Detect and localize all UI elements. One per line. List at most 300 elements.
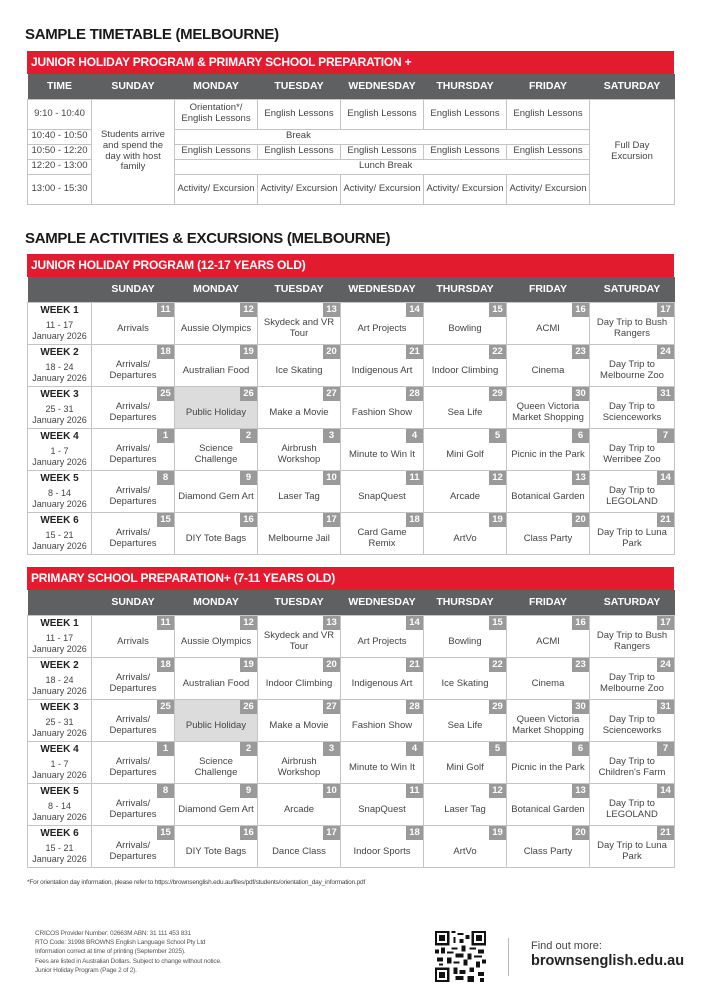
activity-cell [92, 783, 175, 825]
activity-label: Class Party [523, 845, 573, 857]
week-row [28, 825, 675, 867]
activity-cell [507, 428, 590, 470]
week-date-range: 25 - 31 [45, 404, 74, 414]
week-date-range: 18 - 24 [45, 362, 74, 372]
timetable-table [27, 74, 675, 205]
week-row [28, 470, 675, 512]
week-date-range: 15 - 21 [45, 530, 74, 540]
legal-line: Fees are listed in Australian Dollars. Subject to change without notice. [35, 957, 222, 965]
day-number-badge: 8 [157, 471, 174, 485]
day-number-badge: 12 [489, 784, 506, 798]
day-number-badge: 6 [572, 429, 589, 443]
activity-cell [92, 470, 175, 512]
day-number-badge: 31 [657, 700, 674, 714]
activity-label: Art Projects [357, 322, 407, 334]
break-cell [175, 129, 590, 144]
qr-code-icon[interactable] [435, 931, 486, 982]
lesson-cell: English Lessons [424, 99, 507, 129]
activity-label: ArtVo [453, 532, 477, 544]
week-row [28, 428, 675, 470]
activity-label: Aussie Olympics [180, 322, 252, 334]
day-number-badge: 1 [157, 742, 174, 756]
lesson-cell: English Lessons [258, 99, 341, 129]
activity-cell [341, 741, 424, 783]
day-number-badge: 17 [657, 303, 674, 317]
timetable-header-row [28, 74, 675, 99]
activity-label: Science Challenge [194, 756, 238, 778]
day-number-badge: 27 [323, 700, 340, 714]
col-header: SATURDAY [590, 590, 675, 615]
activity-label: Australian Food [182, 364, 250, 376]
activities-heading: SAMPLE ACTIVITIES & EXCURSIONS (MELBOURNE) [25, 230, 391, 247]
activity-cell [590, 657, 675, 699]
activity-label: Sea Life [447, 719, 483, 731]
activity-label: Arcade [449, 490, 481, 502]
day-number-badge: 24 [657, 345, 674, 359]
activity-cell [258, 302, 341, 344]
activity-cell [424, 302, 507, 344]
activity-label: Arrivals/ Departures [109, 401, 157, 423]
week-label: WEEK 6 [40, 514, 79, 526]
week-row [28, 741, 675, 783]
day-number-badge: 19 [489, 826, 506, 840]
activity-label: Skydeck and VR Tour [263, 630, 335, 652]
activity-label: Art Projects [357, 635, 407, 647]
day-number-badge: 16 [240, 513, 257, 527]
activity-cell [175, 615, 258, 657]
activity-label: Arrivals [117, 322, 149, 334]
activity-cell [92, 386, 175, 428]
time-cell: 10:50 - 12:20 [28, 144, 92, 159]
day-number-badge: 18 [406, 826, 423, 840]
activity-cell [341, 657, 424, 699]
activity-label: Indigenous Art [351, 677, 413, 689]
activity-label: Bowling [448, 322, 482, 334]
activity-cell [341, 783, 424, 825]
activity-label: Public Holiday [185, 406, 247, 418]
day-number-badge: 19 [489, 513, 506, 527]
activity-label: Picnic in the Park [511, 761, 585, 773]
week-label: WEEK 5 [40, 472, 79, 484]
activity-cell [92, 615, 175, 657]
program-junior [27, 254, 674, 555]
activity-cell [507, 825, 590, 867]
week-row [28, 386, 675, 428]
col-header: WEDNESDAY [341, 74, 424, 99]
lesson-cell: Orientation*/ English Lessons [175, 99, 258, 129]
day-number-badge: 16 [240, 826, 257, 840]
activity-label: DIY Tote Bags [185, 532, 247, 544]
activity-label: Arrivals/ Departures [109, 359, 157, 381]
col-header: SATURDAY [590, 277, 675, 302]
activity-label: Day Trip to Scienceworks [602, 401, 662, 423]
week-month: January 2026 [32, 643, 87, 654]
activity-cell [175, 428, 258, 470]
activity-label: Laser Tag [278, 490, 320, 502]
col-header: WEDNESDAY [341, 590, 424, 615]
week-row [28, 615, 675, 657]
lunch-label: Lunch Break [359, 160, 413, 172]
activity-cell [507, 470, 590, 512]
activity-label: Cinema [531, 677, 565, 689]
activity-cell [92, 344, 175, 386]
lesson-cell: English Lessons [341, 99, 424, 129]
activity-label: Arrivals/ Departures [109, 840, 157, 862]
week-cell [28, 615, 92, 657]
week-label: WEEK 1 [40, 304, 79, 316]
sunday-note: Students arrive and spend the day with host family [92, 99, 175, 204]
program-primary [27, 567, 674, 868]
week-label: WEEK 2 [40, 346, 79, 358]
week-cell [28, 699, 92, 741]
activity-cell [507, 699, 590, 741]
day-number-badge: 13 [323, 303, 340, 317]
activity-cell [92, 825, 175, 867]
day-number-badge: 21 [657, 826, 674, 840]
day-number-badge: 17 [657, 616, 674, 630]
activity-cell [258, 783, 341, 825]
day-number-badge: 30 [572, 700, 589, 714]
week-cell [28, 344, 92, 386]
week-date-range: 1 - 7 [50, 759, 69, 769]
activity-label: Botanical Garden [511, 803, 585, 815]
activity-cell [175, 741, 258, 783]
activity-cell [341, 302, 424, 344]
week-month: January 2026 [32, 498, 87, 509]
day-number-badge: 30 [572, 387, 589, 401]
activity-cell [258, 699, 341, 741]
activity-cell [590, 615, 675, 657]
day-number-badge: 25 [157, 387, 174, 401]
activity-label: Arrivals [117, 635, 149, 647]
day-number-badge: 15 [157, 513, 174, 527]
activity-cell [424, 783, 507, 825]
activity-cell [92, 428, 175, 470]
lunch-cell [175, 159, 590, 174]
day-number-badge: 22 [489, 658, 506, 672]
day-number-badge: 31 [657, 387, 674, 401]
activity-cell [175, 825, 258, 867]
find-out-more-label: Find out more: [531, 940, 602, 952]
activity-cell [175, 783, 258, 825]
activity-label: Ice Skating [275, 364, 323, 376]
week-cell [28, 657, 92, 699]
activity-label: Day Trip to Luna Park [597, 840, 667, 862]
day-number-badge: 24 [657, 658, 674, 672]
week-row [28, 344, 675, 386]
week-row [28, 783, 675, 825]
day-number-badge: 14 [406, 616, 423, 630]
activity-label: Cinema [531, 364, 565, 376]
activity-label: Day Trip to LEGOLAND [606, 798, 658, 820]
activity-label: Day Trip to Bush Rangers [596, 630, 668, 652]
activity-cell [424, 470, 507, 512]
activity-cell [92, 302, 175, 344]
day-number-badge: 26 [240, 387, 257, 401]
week-row [28, 657, 675, 699]
activity-cell [175, 470, 258, 512]
activity-label: Arcade [283, 803, 315, 815]
day-number-badge: 26 [240, 700, 257, 714]
day-number-badge: 18 [157, 345, 174, 359]
week-month: January 2026 [32, 811, 87, 822]
activity-label: Dance Class [272, 845, 326, 857]
day-number-badge: 29 [489, 387, 506, 401]
day-number-badge: 10 [323, 471, 340, 485]
time-cell: 13:00 - 15:30 [28, 174, 92, 204]
week-label: WEEK 6 [40, 827, 79, 839]
week-date-range: 15 - 21 [45, 843, 74, 853]
activity-label: Arrivals/ Departures [109, 527, 157, 549]
activity-label: Arrivals/ Departures [109, 798, 157, 820]
day-number-badge: 3 [323, 742, 340, 756]
activity-cell [424, 512, 507, 554]
activity-label: Day Trip to Melbourne Zoo [600, 359, 664, 381]
day-number-badge: 21 [406, 658, 423, 672]
day-number-badge: 5 [489, 742, 506, 756]
legal-line: Information correct at time of printing (September 2025). [35, 948, 186, 956]
day-number-badge: 11 [157, 303, 174, 317]
week-cell [28, 783, 92, 825]
week-cell [28, 302, 92, 344]
time-cell: 9:10 - 10:40 [28, 99, 92, 129]
activity-label: Botanical Garden [511, 490, 585, 502]
lesson-cell: English Lessons [507, 144, 590, 159]
activity-cell [258, 825, 341, 867]
day-number-badge: 18 [406, 513, 423, 527]
week-label: WEEK 4 [40, 743, 79, 755]
activity-label: Queen Victoria Market Shopping [512, 401, 584, 423]
activity-cell [424, 825, 507, 867]
activity-cell [507, 783, 590, 825]
activity-label: Day Trip to Luna Park [597, 527, 667, 549]
day-number-badge: 13 [323, 616, 340, 630]
activity-cell [424, 428, 507, 470]
week-row [28, 512, 675, 554]
day-number-badge: 23 [572, 658, 589, 672]
day-number-badge: 10 [323, 784, 340, 798]
day-number-badge: 8 [157, 784, 174, 798]
day-number-badge: 12 [240, 303, 257, 317]
activity-cell [590, 470, 675, 512]
col-header: FRIDAY [507, 590, 590, 615]
day-number-badge: 15 [489, 616, 506, 630]
activity-label: ArtVo [453, 845, 477, 857]
activity-cell [92, 699, 175, 741]
activities-table [27, 277, 675, 555]
col-header: WEDNESDAY [341, 277, 424, 302]
day-number-badge: 29 [489, 700, 506, 714]
activity-cell [258, 386, 341, 428]
week-label: WEEK 3 [40, 701, 79, 713]
week-date-range: 25 - 31 [45, 717, 74, 727]
public-holiday-cell [175, 386, 258, 428]
day-number-badge: 17 [323, 826, 340, 840]
activity-cell [92, 741, 175, 783]
activity-label: Arrivals/ Departures [109, 672, 157, 694]
day-number-badge: 2 [240, 429, 257, 443]
activity-label: Arrivals/ Departures [109, 756, 157, 778]
activity-cell [341, 344, 424, 386]
week-date-range: 1 - 7 [50, 446, 69, 456]
week-month: January 2026 [32, 414, 87, 425]
col-header: SUNDAY [92, 277, 175, 302]
activity-cell [175, 657, 258, 699]
break-label: Break [286, 130, 311, 142]
lesson-cell: English Lessons [341, 144, 424, 159]
activity-cell [341, 615, 424, 657]
week-month: January 2026 [32, 456, 87, 467]
day-number-badge: 21 [406, 345, 423, 359]
day-number-badge: 9 [240, 471, 257, 485]
activity-label: Aussie Olympics [180, 635, 252, 647]
activity-cell [258, 470, 341, 512]
week-date-range: 8 - 14 [47, 801, 71, 811]
col-header: TUESDAY [258, 74, 341, 99]
timetable-section [27, 51, 674, 205]
col-header: TIME [28, 74, 92, 99]
day-number-badge: 2 [240, 742, 257, 756]
activity-label: Indigenous Art [351, 364, 413, 376]
day-number-badge: 15 [157, 826, 174, 840]
activity-cell [424, 657, 507, 699]
activity-label: Picnic in the Park [511, 448, 585, 460]
activity-label: Class Party [523, 532, 573, 544]
week-cell [28, 428, 92, 470]
day-number-badge: 6 [572, 742, 589, 756]
saturday-note: Full Day Excursion [590, 99, 675, 204]
activity-label: Minute to Win It [349, 761, 415, 773]
activity-cell [341, 512, 424, 554]
activity-label: Fashion Show [351, 406, 413, 418]
activity-cell [424, 344, 507, 386]
activity-cell [507, 512, 590, 554]
activity-cell [507, 741, 590, 783]
day-number-badge: 12 [240, 616, 257, 630]
program-banner: JUNIOR HOLIDAY PROGRAM (12-17 YEARS OLD) [27, 254, 674, 277]
activity-label: Science Challenge [194, 443, 238, 465]
week-month: January 2026 [32, 727, 87, 738]
website-link[interactable]: brownsenglish.edu.au [531, 953, 685, 969]
day-number-badge: 3 [323, 429, 340, 443]
timetable-heading: SAMPLE TIMETABLE (MELBOURNE) [25, 26, 279, 43]
col-header: FRIDAY [507, 74, 590, 99]
week-label: WEEK 4 [40, 430, 79, 442]
day-number-badge: 17 [323, 513, 340, 527]
day-number-badge: 18 [157, 658, 174, 672]
day-number-badge: 14 [406, 303, 423, 317]
day-number-badge: 15 [489, 303, 506, 317]
day-number-badge: 19 [240, 658, 257, 672]
day-number-badge: 12 [489, 471, 506, 485]
orientation-footnote: *For orientation day information, please refer to https://brownsenglish.edu.au/files/pdf/students/orientation_day_information.pdf [27, 879, 366, 886]
activity-cell [507, 386, 590, 428]
activity-label: Indoor Climbing [265, 677, 333, 689]
activity-cell: Activity/ Excursion [258, 174, 341, 204]
lesson-cell: English Lessons [507, 99, 590, 129]
day-number-badge: 14 [657, 471, 674, 485]
activity-cell [590, 512, 675, 554]
activity-label: ACMI [536, 322, 560, 334]
activity-cell [175, 302, 258, 344]
activity-cell [258, 657, 341, 699]
week-label: WEEK 1 [40, 617, 79, 629]
week-row [28, 302, 675, 344]
time-cell: 10:40 - 10:50 [28, 129, 92, 144]
activity-label: DIY Tote Bags [185, 845, 247, 857]
activity-cell [590, 699, 675, 741]
day-number-badge: 16 [572, 616, 589, 630]
day-number-badge: 27 [323, 387, 340, 401]
activity-cell [258, 428, 341, 470]
activity-label: Day Trip to Scienceworks [602, 714, 662, 736]
activity-cell [590, 386, 675, 428]
activities-header-row [28, 277, 675, 302]
activity-cell: Activity/ Excursion [341, 174, 424, 204]
activity-label: Day Trip to Melbourne Zoo [600, 672, 664, 694]
col-header: TUESDAY [258, 590, 341, 615]
week-label: WEEK 2 [40, 659, 79, 671]
activity-cell [424, 386, 507, 428]
week-month: January 2026 [32, 685, 87, 696]
col-header: THURSDAY [424, 277, 507, 302]
activities-header-row [28, 590, 675, 615]
time-cell: 12:20 - 13:00 [28, 159, 92, 174]
day-number-badge: 28 [406, 387, 423, 401]
col-header: SUNDAY [92, 590, 175, 615]
legal-line: CRICOS Provider Number: 02663M ABN: 31 111 453 831 [35, 930, 191, 937]
activity-label: Arrivals/ Departures [109, 485, 157, 507]
activity-cell [341, 470, 424, 512]
public-holiday-cell [175, 699, 258, 741]
week-month: January 2026 [32, 853, 87, 864]
day-number-badge: 9 [240, 784, 257, 798]
activity-cell [424, 615, 507, 657]
activity-cell [341, 699, 424, 741]
week-month: January 2026 [32, 769, 87, 780]
activity-label: Mini Golf [446, 448, 484, 460]
activity-label: Queen Victoria Market Shopping [512, 714, 584, 736]
day-number-badge: 25 [157, 700, 174, 714]
lesson-cell: English Lessons [424, 144, 507, 159]
week-date-range: 11 - 17 [45, 633, 74, 643]
activity-label: Arrivals/ Departures [109, 714, 157, 736]
activity-cell [507, 657, 590, 699]
activity-cell [590, 344, 675, 386]
divider [508, 938, 509, 976]
activity-label: Bowling [448, 635, 482, 647]
day-number-badge: 7 [657, 742, 674, 756]
activities-table [27, 590, 675, 868]
week-date-range: 11 - 17 [45, 320, 74, 330]
lesson-cell: English Lessons [175, 144, 258, 159]
activity-cell [258, 741, 341, 783]
day-number-badge: 14 [657, 784, 674, 798]
activity-cell [590, 741, 675, 783]
week-cell [28, 470, 92, 512]
week-date-range: 8 - 14 [47, 488, 71, 498]
legal-line: RTO Code: 31998 BROWNS English Language School Pty Ltd [35, 939, 206, 947]
activity-label: Indoor Climbing [431, 364, 499, 376]
program-banner: PRIMARY SCHOOL PREPARATION+ (7-11 YEARS OLD) [27, 567, 674, 590]
activity-cell [590, 302, 675, 344]
col-header: THURSDAY [424, 74, 507, 99]
day-number-badge: 11 [406, 784, 423, 798]
activity-label: Make a Movie [269, 406, 329, 418]
activity-cell [258, 344, 341, 386]
day-number-badge: 20 [572, 826, 589, 840]
week-cell [28, 741, 92, 783]
